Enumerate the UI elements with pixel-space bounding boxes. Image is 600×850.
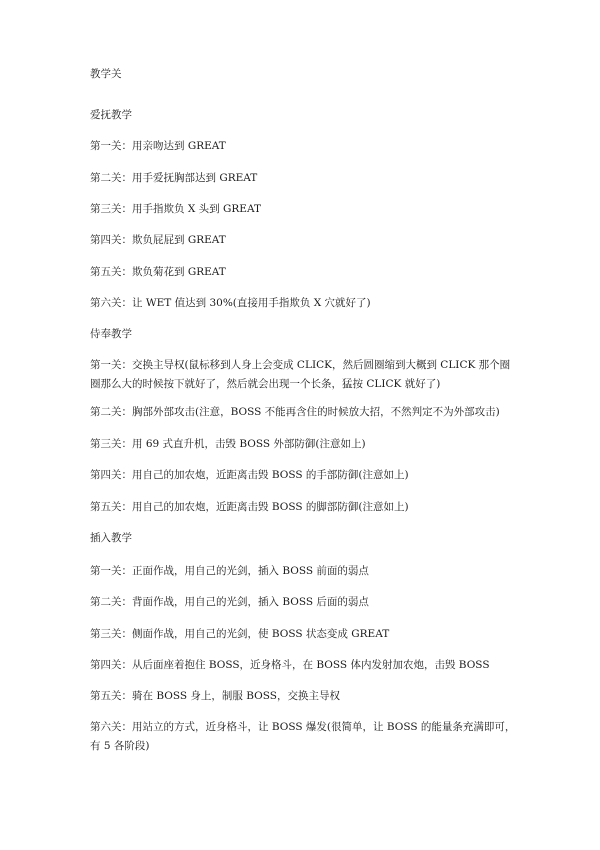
stage-item: 第二关：胸部外部攻击(注意，BOSS 不能再含住的时候放大招，不然判定不为外部攻击) <box>90 406 500 418</box>
document-title: 教学关 <box>90 68 122 80</box>
stage-item: 第三关：用手指欺负 X 头到 GREAT <box>90 203 261 215</box>
stage-item: 第一关：用亲吻达到 GREAT <box>90 140 226 152</box>
stage-item: 第三关：侧面作战，用自己的光剑，使 BOSS 状态变成 GREAT <box>90 628 390 640</box>
stage-item: 第六关：用站立的方式，近身格斗，让 BOSS 爆发(很简单，让 BOSS 的能量条充满即可，有 5 各阶段) <box>90 721 516 752</box>
stage-item: 第六关：让 WET 值达到 30%(直接用手指欺负 X 穴就好了) <box>90 297 371 309</box>
section-heading-caress: 爱抚教学 <box>90 109 132 121</box>
stage-item: 第一关：正面作战，用自己的光剑，插入 BOSS 前面的弱点 <box>90 565 369 577</box>
stage-item: 第四关：从后面座着抱住 BOSS，近身格斗，在 BOSS 体内发射加农炮，击毁 BOSS <box>90 659 490 671</box>
section-heading-insert: 插入教学 <box>90 532 132 544</box>
stage-item: 第二关：背面作战，用自己的光剑，插入 BOSS 后面的弱点 <box>90 596 369 608</box>
section-heading-service: 侍奉教学 <box>90 328 132 340</box>
stage-item: 第四关：欺负屁屁到 GREAT <box>90 234 226 246</box>
stage-item: 第一关：交换主导权(鼠标移到人身上会变成 CLICK，然后圆圈缩到大概到 CLICK 那个圈圈那么大的时候按下就好了，然后就会出现一个长条，猛按 CLICK 就好了) <box>90 359 511 390</box>
stage-item: 第三关：用 69 式直升机，击毁 BOSS 外部防御(注意如上) <box>90 438 366 450</box>
stage-item: 第五关：用自己的加农炮，近距离击毁 BOSS 的脚部防御(注意如上) <box>90 501 409 513</box>
stage-item: 第五关：欺负菊花到 GREAT <box>90 266 226 278</box>
stage-item: 第二关：用手爱抚胸部达到 GREAT <box>90 172 258 184</box>
stage-item: 第四关：用自己的加农炮，近距离击毁 BOSS 的手部防御(注意如上) <box>90 469 409 481</box>
stage-item: 第五关：骑在 BOSS 身上，制服 BOSS，交换主导权 <box>90 690 340 702</box>
